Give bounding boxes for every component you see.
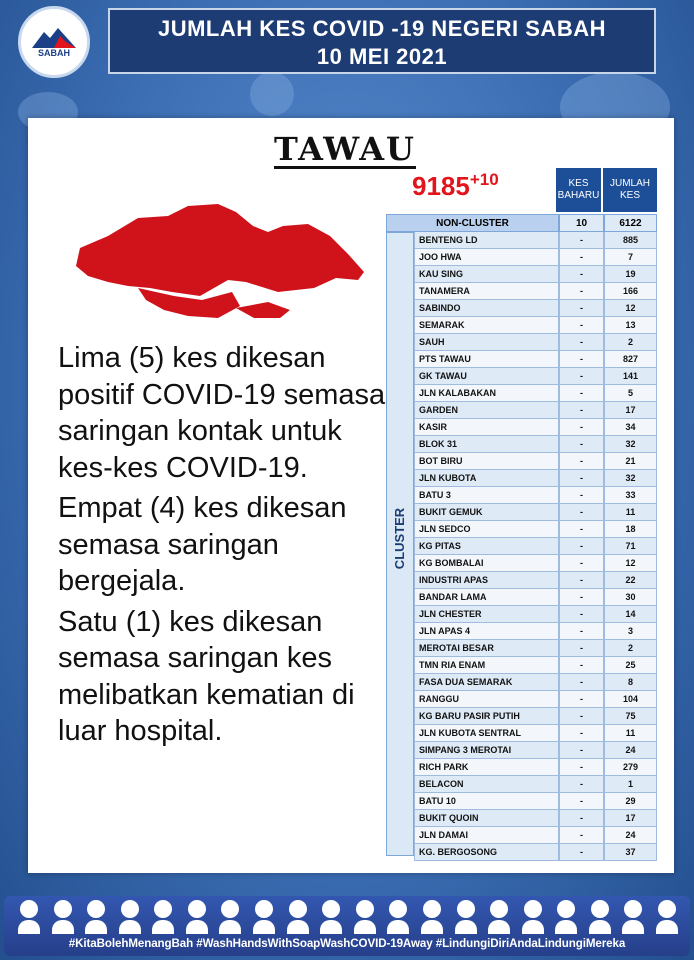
cluster-jumlah-cell: 3	[604, 623, 657, 640]
cluster-baharu-cell: -	[559, 555, 604, 572]
table-row	[414, 419, 657, 436]
person-icon	[555, 900, 577, 934]
cluster-jumlah-cell: 279	[604, 759, 657, 776]
cluster-name-cell: GK TAWAU	[414, 368, 559, 385]
table-row	[414, 368, 657, 385]
cluster-jumlah-cell: 17	[604, 810, 657, 827]
cluster-name-cell: KASIR	[414, 419, 559, 436]
frontliner-icons	[18, 900, 678, 936]
cluster-name-cell: JLN KUBOTA SENTRAL	[414, 725, 559, 742]
table-row	[414, 334, 657, 351]
cluster-baharu-cell: -	[559, 283, 604, 300]
cluster-name-cell: JLN DAMAI	[414, 827, 559, 844]
cluster-name-cell: MEROTAI BESAR	[414, 640, 559, 657]
table-row	[414, 487, 657, 504]
page-title	[108, 8, 656, 74]
cluster-baharu-cell: -	[559, 708, 604, 725]
cluster-name-cell: JOO HWA	[414, 249, 559, 266]
cluster-baharu-cell: -	[559, 759, 604, 776]
cluster-name-cell: JLN KALABAKAN	[414, 385, 559, 402]
table-row	[414, 504, 657, 521]
cluster-baharu-cell: -	[559, 521, 604, 538]
table-row	[414, 708, 657, 725]
cluster-baharu-cell: -	[559, 266, 604, 283]
cluster-jumlah-cell: 2	[604, 640, 657, 657]
table-row	[414, 759, 657, 776]
cluster-baharu-cell: -	[559, 810, 604, 827]
cluster-jumlah-cell: 30	[604, 589, 657, 606]
cluster-jumlah-cell: 29	[604, 793, 657, 810]
cluster-name-cell: TANAMERA	[414, 283, 559, 300]
cluster-baharu-cell: -	[559, 436, 604, 453]
cluster-list	[414, 232, 657, 861]
logo-text: SABAH	[37, 48, 70, 58]
cluster-name-cell: INDUSTRI APAS	[414, 572, 559, 589]
total-cases	[412, 170, 499, 202]
table-row	[414, 640, 657, 657]
cluster-name-cell: PTS TAWAU	[414, 351, 559, 368]
cluster-baharu-cell: -	[559, 504, 604, 521]
cluster-jumlah-cell: 104	[604, 691, 657, 708]
cluster-name-cell: SABINDO	[414, 300, 559, 317]
table-row	[414, 521, 657, 538]
table-row	[414, 589, 657, 606]
cluster-baharu-cell: -	[559, 827, 604, 844]
cluster-jumlah-cell: 8	[604, 674, 657, 691]
cluster-name-cell: SIMPANG 3 MEROTAI	[414, 742, 559, 759]
table-row	[414, 266, 657, 283]
district-panel	[28, 118, 674, 873]
cluster-name-cell: BATU 10	[414, 793, 559, 810]
person-icon	[455, 900, 477, 934]
person-icon	[18, 900, 40, 934]
cluster-name-cell: GARDEN	[414, 402, 559, 419]
table-row	[414, 623, 657, 640]
table-row	[414, 793, 657, 810]
cluster-jumlah-cell: 18	[604, 521, 657, 538]
non-cluster-name: NON-CLUSTER	[386, 214, 559, 232]
cluster-name-cell: BOT BIRU	[414, 453, 559, 470]
cluster-name-cell: KG BARU PASIR PUTIH	[414, 708, 559, 725]
table-row	[414, 249, 657, 266]
cluster-jumlah-cell: 11	[604, 504, 657, 521]
person-icon	[522, 900, 544, 934]
table-row	[414, 538, 657, 555]
cluster-jumlah-cell: 12	[604, 555, 657, 572]
cluster-name-cell: JLN SEDCO	[414, 521, 559, 538]
cluster-baharu-cell: -	[559, 674, 604, 691]
table-row	[414, 844, 657, 861]
cluster-name-cell: FASA DUA SEMARAK	[414, 674, 559, 691]
description-paragraph-1: Lima (5) kes dikesan positif COVID-19 semasa saringan kontak untuk kes-kes COVID-19.	[58, 342, 386, 484]
table-row	[414, 827, 657, 844]
person-icon	[622, 900, 644, 934]
cluster-jumlah-cell: 12	[604, 300, 657, 317]
cluster-baharu-cell: -	[559, 334, 604, 351]
description-paragraph-2: Empat (4) kes dikesan semasa saringan bergejala.	[58, 492, 347, 597]
person-icon	[85, 900, 107, 934]
person-icon	[287, 900, 309, 934]
table-row	[414, 232, 657, 249]
person-icon	[488, 900, 510, 934]
cluster-jumlah-cell: 71	[604, 538, 657, 555]
cluster-baharu-cell: -	[559, 640, 604, 657]
person-icon	[589, 900, 611, 934]
person-icon	[52, 900, 74, 934]
cluster-label-text: CLUSTER	[392, 507, 408, 569]
cluster-baharu-cell: -	[559, 572, 604, 589]
cluster-name-cell: SAUH	[414, 334, 559, 351]
cluster-name-cell: KG PITAS	[414, 538, 559, 555]
person-icon	[421, 900, 443, 934]
cluster-name-cell: BELACON	[414, 776, 559, 793]
case-description	[58, 340, 388, 754]
person-icon	[354, 900, 376, 934]
cluster-baharu-cell: -	[559, 317, 604, 334]
table-row	[414, 657, 657, 674]
cluster-baharu-cell: -	[559, 793, 604, 810]
footer-hashtags: #KitaBolehMenangBah #WashHandsWithSoapWashCOVID-19Away #LindungiDiriAndaLindungiMereka	[68, 937, 626, 950]
cluster-baharu-cell: -	[559, 742, 604, 759]
cluster-jumlah-cell: 37	[604, 844, 657, 861]
cluster-baharu-cell: -	[559, 623, 604, 640]
cluster-name-cell: JLN APAS 4	[414, 623, 559, 640]
table-row	[414, 351, 657, 368]
cluster-jumlah-cell: 885	[604, 232, 657, 249]
cluster-name-cell: RICH PARK	[414, 759, 559, 776]
cluster-jumlah-cell: 7	[604, 249, 657, 266]
table-row	[414, 742, 657, 759]
mountain-icon	[32, 26, 76, 48]
cluster-baharu-cell: -	[559, 487, 604, 504]
cluster-name-cell: BATU 3	[414, 487, 559, 504]
cluster-baharu-cell: -	[559, 402, 604, 419]
table-row	[414, 606, 657, 623]
cluster-label	[386, 498, 414, 578]
table-row	[414, 691, 657, 708]
cluster-jumlah-cell: 166	[604, 283, 657, 300]
table-row	[414, 300, 657, 317]
title-line1: JUMLAH KES COVID -19 NEGERI SABAH	[157, 16, 606, 41]
table-row	[414, 725, 657, 742]
cluster-baharu-cell: -	[559, 691, 604, 708]
cluster-baharu-cell: -	[559, 470, 604, 487]
cluster-baharu-cell: -	[559, 589, 604, 606]
header-jumlah-kes: JUMLAH KES	[603, 168, 657, 212]
cluster-jumlah-cell: 1	[604, 776, 657, 793]
table-row	[414, 470, 657, 487]
table-row	[414, 453, 657, 470]
total-value: 9185	[412, 171, 470, 201]
person-icon	[186, 900, 208, 934]
cluster-name-cell: BENTENG LD	[414, 232, 559, 249]
cluster-name-cell: RANGGU	[414, 691, 559, 708]
cluster-jumlah-cell: 5	[604, 385, 657, 402]
cluster-jumlah-cell: 14	[604, 606, 657, 623]
table-row	[414, 283, 657, 300]
header-kes-baharu: KES BAHARU	[556, 168, 601, 212]
table-row	[414, 674, 657, 691]
person-icon	[119, 900, 141, 934]
person-icon	[253, 900, 275, 934]
cluster-name-cell: SEMARAK	[414, 317, 559, 334]
non-cluster-baharu: 10	[559, 214, 604, 232]
cluster-name-cell: BUKIT GEMUK	[414, 504, 559, 521]
cluster-name-cell: BLOK 31	[414, 436, 559, 453]
cluster-jumlah-cell: 19	[604, 266, 657, 283]
cluster-jumlah-cell: 17	[604, 402, 657, 419]
sabah-logo	[18, 6, 90, 78]
cluster-baharu-cell: -	[559, 232, 604, 249]
person-icon	[320, 900, 342, 934]
cluster-name-cell: TMN RIA ENAM	[414, 657, 559, 674]
cluster-name-cell: JLN KUBOTA	[414, 470, 559, 487]
cluster-name-cell: KAU SING	[414, 266, 559, 283]
cluster-jumlah-cell: 22	[604, 572, 657, 589]
non-cluster-row	[386, 214, 657, 232]
cluster-baharu-cell: -	[559, 419, 604, 436]
tawau-map	[68, 196, 368, 324]
cluster-jumlah-cell: 32	[604, 436, 657, 453]
cluster-name-cell: BUKIT QUOIN	[414, 810, 559, 827]
person-icon	[656, 900, 678, 934]
cluster-jumlah-cell: 24	[604, 742, 657, 759]
table-row	[414, 402, 657, 419]
cluster-baharu-cell: -	[559, 538, 604, 555]
person-icon	[387, 900, 409, 934]
cluster-baharu-cell: -	[559, 249, 604, 266]
person-icon	[152, 900, 174, 934]
district-title: TAWAU	[274, 130, 416, 168]
cluster-jumlah-cell: 141	[604, 368, 657, 385]
cluster-name-cell: JLN CHESTER	[414, 606, 559, 623]
cluster-jumlah-cell: 2	[604, 334, 657, 351]
person-icon	[219, 900, 241, 934]
total-new: +10	[469, 170, 499, 189]
table-row	[414, 385, 657, 402]
cluster-jumlah-cell: 13	[604, 317, 657, 334]
table-row	[414, 317, 657, 334]
cluster-jumlah-cell: 11	[604, 725, 657, 742]
cluster-name-cell: BANDAR LAMA	[414, 589, 559, 606]
cluster-baharu-cell: -	[559, 725, 604, 742]
title-line2: 10 MEI 2021	[316, 44, 448, 69]
table-row	[414, 776, 657, 793]
cluster-jumlah-cell: 33	[604, 487, 657, 504]
cluster-jumlah-cell: 21	[604, 453, 657, 470]
cluster-jumlah-cell: 25	[604, 657, 657, 674]
table-row	[414, 810, 657, 827]
table-row	[414, 436, 657, 453]
cluster-baharu-cell: -	[559, 606, 604, 623]
cluster-name-cell: KG. BERGOSONG	[414, 844, 559, 861]
non-cluster-jumlah: 6122	[604, 214, 657, 232]
cluster-jumlah-cell: 75	[604, 708, 657, 725]
description-paragraph-3: Satu (1) kes dikesan semasa saringan kes melibatkan kematian di luar hospital.	[58, 605, 355, 747]
cluster-name-cell: KG BOMBALAI	[414, 555, 559, 572]
cluster-jumlah-cell: 827	[604, 351, 657, 368]
cluster-jumlah-cell: 32	[604, 470, 657, 487]
cluster-baharu-cell: -	[559, 657, 604, 674]
cluster-jumlah-cell: 24	[604, 827, 657, 844]
cluster-baharu-cell: -	[559, 300, 604, 317]
cluster-baharu-cell: -	[559, 351, 604, 368]
cluster-baharu-cell: -	[559, 844, 604, 861]
cluster-baharu-cell: -	[559, 385, 604, 402]
virus-decoration	[250, 72, 294, 116]
cluster-baharu-cell: -	[559, 776, 604, 793]
cluster-baharu-cell: -	[559, 453, 604, 470]
table-row	[414, 572, 657, 589]
cluster-baharu-cell: -	[559, 368, 604, 385]
table-row	[414, 555, 657, 572]
cluster-jumlah-cell: 34	[604, 419, 657, 436]
